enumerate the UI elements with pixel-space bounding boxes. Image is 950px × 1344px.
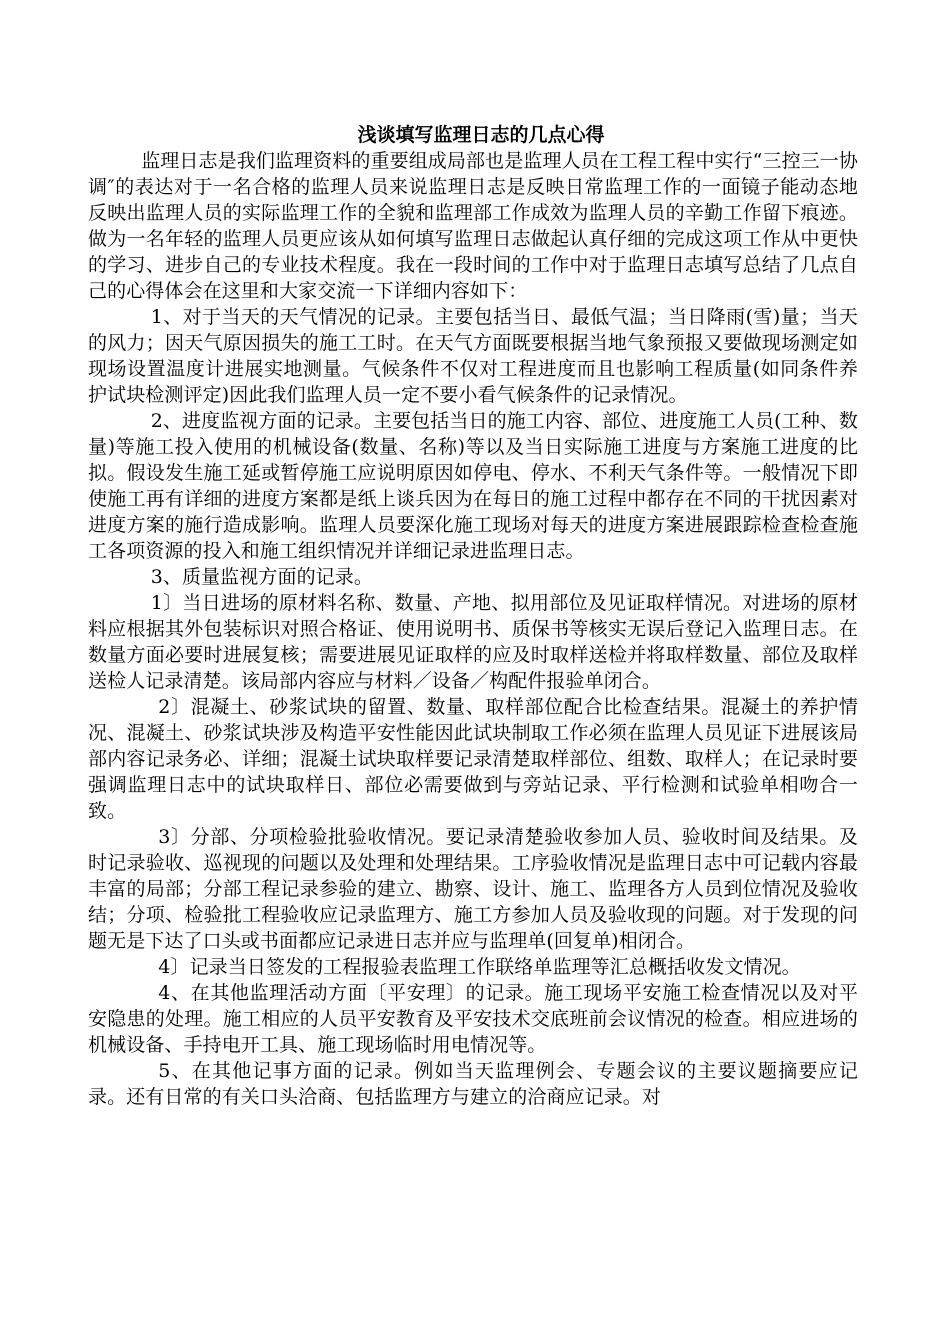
paragraph-quality-concrete: 2〕混凝土、砂浆试块的留置、数量、取样部位配合比检查结果。混凝土的养护情况、混凝土、砂浆试块涉及构造平安性能因此试块制取工作必须在监理人员见证下进展该局部内容记录务必、详细；混凝土试块取样要记录清楚取样部位、组数、取样人；在记录时要强调监理日志中的试块取样日、部位必需要做到与旁站记录、平行检测和试验单相吻合一致。 <box>88 696 858 822</box>
document-title: 浅谈填写监理日志的几点心得 <box>357 124 605 146</box>
paragraph-quality-materials: 1〕当日进场的原材料名称、数量、产地、拟用部位及见证取样情况。对进场的原材料应根据其外包装标识对照合格证、使用说明书、质保书等核实无误后登记入监理日志。在数量方面必要时进展复核；需要进展见证取样的应及时取样送检并将取样数量、部位及取样送检人记录清楚。该局部内容应与材料／设备／构配件报验单闭合。 <box>88 592 858 692</box>
paragraph-progress: 2、进度监视方面的记录。主要包括当日的施工内容、部位、进度施工人员(工种、数量)等施工投入使用的机械设备(数量、名称)等以及当日实际施工进度与方案施工进度的比拟。假设发生施工延或暂停施工应说明原因如停电、停水、不利天气条件等。一般情况下即使施工再有详细的进度方案都是纸上谈兵因为在每日的施工过程中都存在不同的干扰因素对进度方案的施行造成影响。监理人员要深化施工现场对每天的进度方案进展跟踪检查检查施工各项资源的投入和施工组织情况并详细记录进监理日志。 <box>88 410 858 562</box>
paragraph-quality-documents: 4〕记录当日签发的工程报验表监理工作联络单监理等汇总概括收发文情况。 <box>158 956 801 978</box>
paragraph-quality-inspection: 3〕分部、分项检验批验收情况。要记录清楚验收参加人员、验收时间及结果。及时记录验收、巡视现的问题以及处理和处理结果。工序验收情况是监理日志中可记载内容最丰富的局部；分部工程记录参验的建立、勘察、设计、施工、监理各方人员到位情况及验收结；分项、检验批工程验收应记录监理方、施工方参加人员及验收现的问题。对于发现的问题无是下达了口头或书面都应记录进日志并应与监理单(回复单)相闭合。 <box>88 826 858 952</box>
paragraph-other: 5、在其他记事方面的记录。例如当天监理例会、专题会议的主要议题摘要应记录。还有日常的有关口头洽商、包括监理方与建立的洽商应记录。对 <box>88 1060 858 1108</box>
paragraph-intro: 监理日志是我们监理资料的重要组成局部也是监理人员在工程工程中实行“三控三一协调″的表达对于一名合格的监理人员来说监理日志是反映日常监理工作的一面镜子能动态地反映出监理人员的实际监理工作的全貌和监理部工作成效为监理人员的辛勤工作留下痕迹。做为一名年轻的监理人员更应该从如何填写监理日志做起认真仔细的完成这项工作从中更快的学习、进步自己的专业技术程度。我在一段时间的工作中对于监理日志填写总结了几点自己的心得体会在这里和大家交流一下详细内容如下： <box>88 150 858 302</box>
document-page <box>88 122 858 1110</box>
paragraph-weather: 1、对于当天的天气情况的记录。主要包括当日、最低气温；当日降雨(雪)量；当天的风力；因天气原因损失的施工工时。在天气方面既要根据当地气象预报又要做现场测定如现场设置温度计进展实地测量。气候条件不仅对工程进度而且也影响工程质量(如同条件养护试块检测评定)因此我们监理人员一定不要小看气候条件的记录情况。 <box>88 306 858 406</box>
paragraph-safety: 4、在其他监理活动方面〔平安理〕的记录。施工现场平安施工检查情况以及对平安隐患的处理。施工相应的人员平安教育及平安技术交底班前会议情况的检查。相应进场的机械设备、手持电开工具、施工现场临时用电情况等。 <box>88 982 858 1056</box>
paragraph-quality-heading: 3、质量监视方面的记录。 <box>150 566 373 588</box>
